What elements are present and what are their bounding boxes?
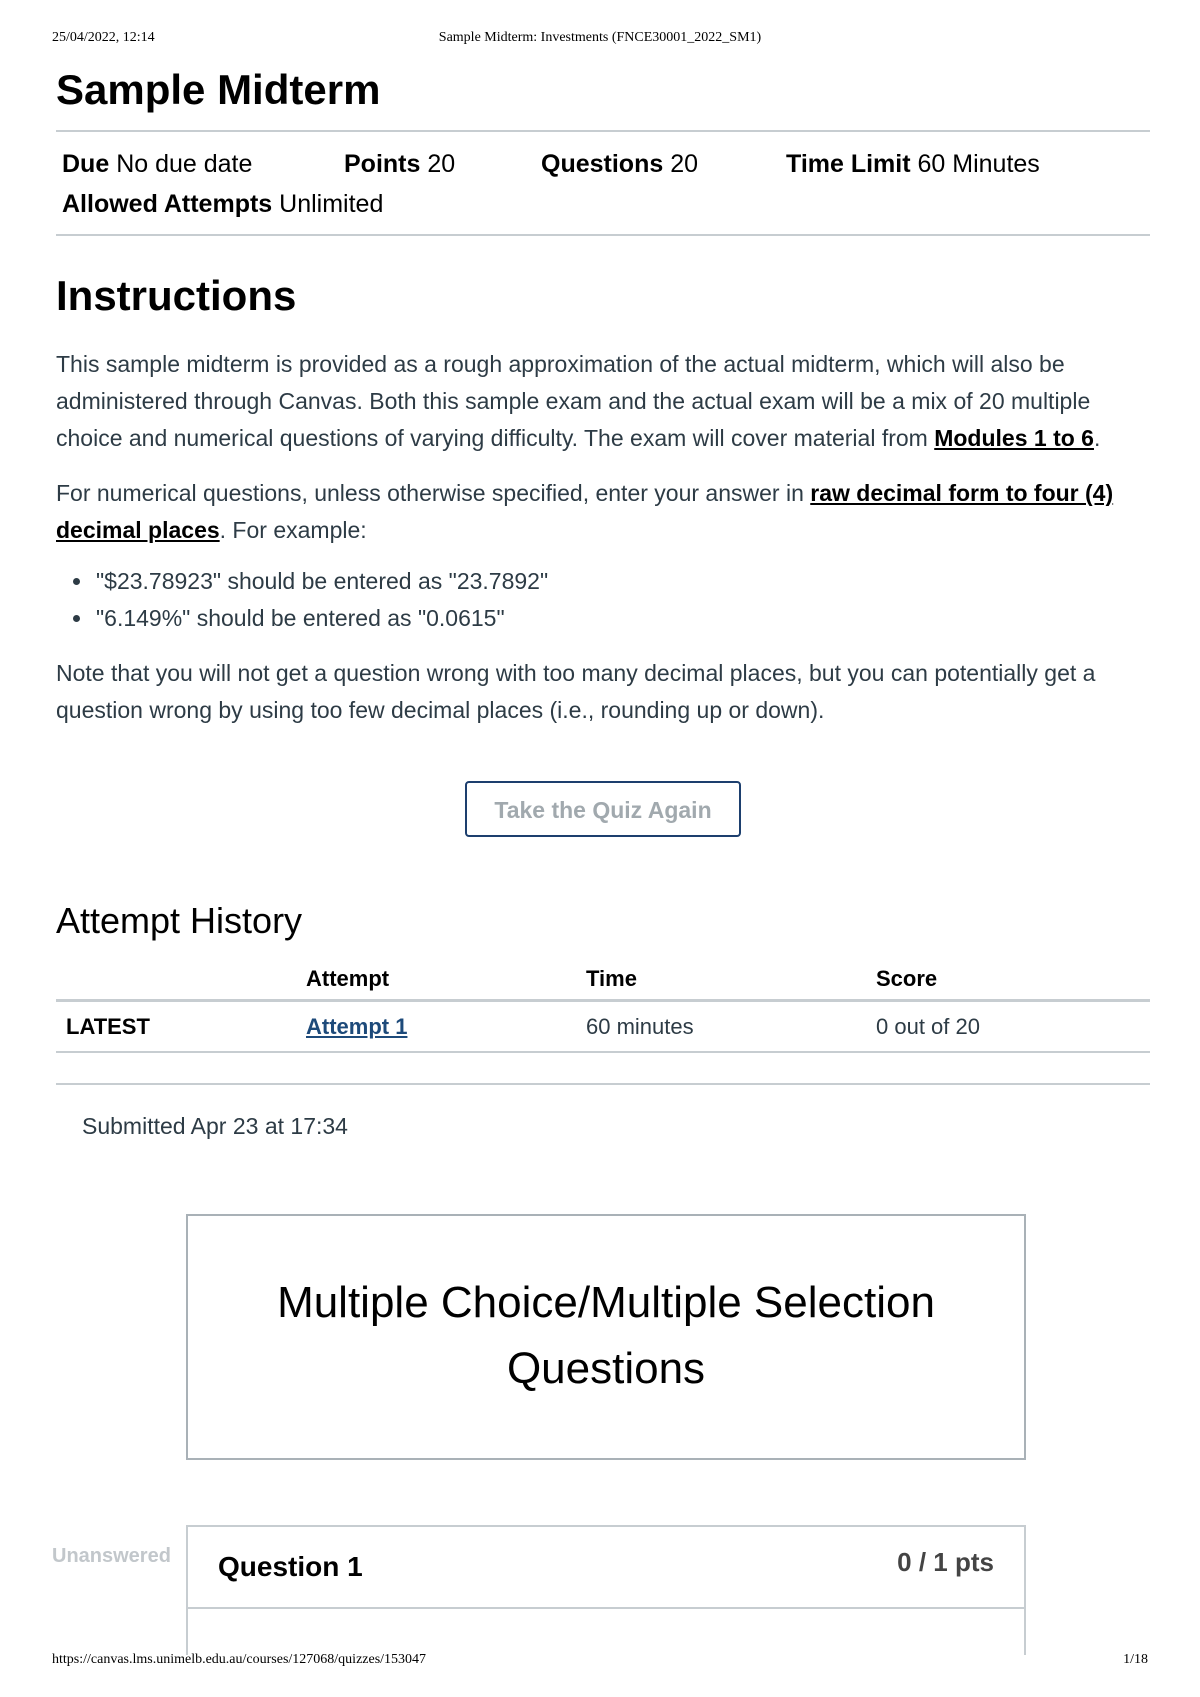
instructions-paragraph-2: [56, 475, 1150, 549]
modules-link[interactable]: Modules 1 to 6: [934, 425, 1094, 451]
print-date: 25/04/2022, 12:14: [52, 30, 155, 45]
attempt-history-table: [56, 965, 1150, 1053]
quiz-meta-row: [62, 144, 1144, 184]
questions-value: 20: [670, 150, 699, 178]
attempt-cell: [306, 1001, 586, 1053]
column-header: Time: [586, 965, 876, 1001]
column-header: [56, 965, 306, 1001]
instructions-heading: Instructions: [56, 272, 297, 319]
page-title: Sample Midterm: [56, 66, 381, 113]
questions-info: [541, 144, 786, 184]
question-status: Unanswered: [52, 1545, 171, 1567]
points-label: Points: [344, 150, 421, 178]
time-limit-label: Time Limit: [786, 150, 911, 178]
decimal-format-link[interactable]: raw decimal form to four (4) decimal places: [56, 480, 1114, 543]
column-header: Attempt: [306, 965, 586, 1001]
points-value: 20: [427, 150, 456, 178]
table-header-row: [56, 965, 1150, 1001]
print-header: [52, 30, 1148, 50]
question-header: [188, 1527, 1024, 1609]
due-value: No due date: [116, 150, 253, 178]
attempts-info: [62, 184, 383, 224]
instructions-text: For numerical questions, unless otherwise specified, enter your answer in: [56, 480, 811, 506]
take-again-wrapper: [56, 781, 1150, 841]
attempts-label: Allowed Attempts: [62, 190, 273, 218]
example-item: • "$23.78923" should be entered as "23.7892": [94, 563, 1150, 600]
attempt-history-heading: Attempt History: [56, 900, 303, 941]
section-header-box: [186, 1214, 1026, 1460]
quiz-content: [56, 60, 1150, 1143]
points-info: [344, 144, 541, 184]
divider: [56, 1083, 1150, 1085]
column-header: Score: [876, 965, 1150, 1001]
instructions-text: . For example:: [219, 517, 367, 543]
take-quiz-again-button[interactable]: Take the Quiz Again: [465, 781, 741, 837]
instructions-paragraph-3: Note that you will not get a question wrong with too many decimal places, but you can potentially get a question wrong by using too few decimal places (i.e., rounding up or down).: [56, 660, 1096, 723]
quiz-meta-row-2: [62, 184, 1144, 224]
table-row: [56, 1001, 1150, 1053]
instructions-text: .: [1093, 425, 1101, 451]
instructions-body: [56, 346, 1150, 729]
attempt-link[interactable]: Attempt 1: [306, 1013, 408, 1039]
time-limit-value: 60 Minutes: [917, 150, 1040, 178]
print-document-title: Sample Midterm: Investments (FNCE30001_2022_SM1): [438, 30, 762, 45]
print-footer: [52, 1652, 1148, 1672]
example-item: • "6.149%" should be entered as "0.0615": [94, 600, 1150, 637]
questions-label: Questions: [541, 150, 664, 178]
latest-tag: LATEST: [56, 1001, 306, 1053]
time-limit-info: [786, 144, 1040, 184]
score-cell: 0 out of 20: [876, 1001, 1150, 1053]
attempts-value: Unlimited: [279, 190, 384, 218]
example-list: [56, 563, 1150, 637]
print-url: https://canvas.lms.unimelb.edu.au/courses/127068/quizzes/153047: [52, 1652, 427, 1667]
time-cell: 60 minutes: [586, 1001, 876, 1053]
submitted-timestamp: Submitted Apr 23 at 17:34: [82, 1113, 348, 1139]
due-info: [62, 144, 344, 184]
due-label: Due: [62, 150, 110, 178]
instructions-paragraph-1: [56, 346, 1150, 457]
print-page-number: 1/18: [1123, 1652, 1148, 1667]
question-card: [186, 1525, 1026, 1655]
instructions-text: This sample midterm is provided as a rough approximation of the actual midterm, which will also be administered through Canvas. Both this sample exam and the actual exam will be a mix of 20 multiple choice and numerical questions of varying difficulty. The exam will cover material from: [56, 351, 1091, 451]
question-title: Question 1: [218, 1551, 363, 1582]
divider: [56, 234, 1150, 236]
question-points: 0 / 1 pts: [897, 1547, 994, 1577]
quiz-meta: [56, 132, 1150, 234]
section-header-text: Multiple Choice/Multiple Selection Questions: [277, 1278, 935, 1393]
